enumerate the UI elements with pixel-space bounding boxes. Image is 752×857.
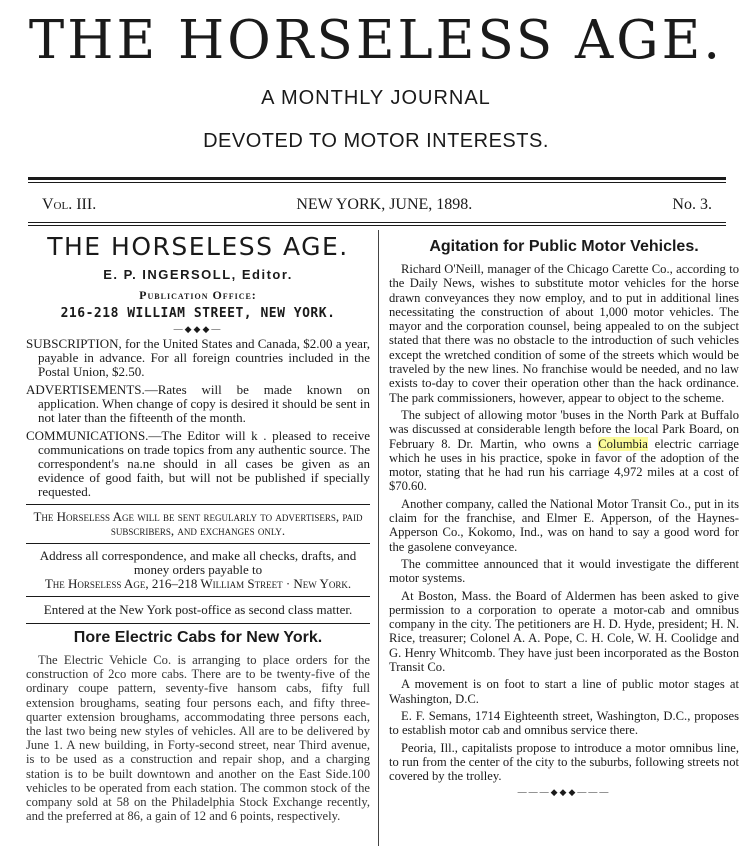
masthead-tagline: DEVOTED TO MOTOR INTERESTS. [203, 130, 549, 152]
right-column [389, 232, 739, 798]
article-paragraph: The committee announced that it would investigate the different motor systems. [389, 556, 739, 586]
article-paragraph: At Boston, Mass. the Board of Aldermen has been asked to give permission to a corporation to operate a motor-cab and omnibus company in the city. The petitioners are H. D. Hyde, president; H. N. Rice, treasurer; Colonel A. A. Pope, C. H. Cole, W. H. Coolidge and G. Henry Whitcomb. They have just been incorporated as the Boston Transit Co. [389, 588, 739, 675]
masthead-rule-thin [28, 182, 726, 183]
paragraph-text: The subject of allowing motor 'buses in the North Park at Buffalo was discussed at considerable length before the local Park Board, on February 8. Dr. Martin, who owns a [389, 407, 739, 451]
article-title: Πore Electric Cabs for New York. [73, 629, 323, 646]
left-column [26, 232, 370, 823]
publication-office-label: Publication Office: [139, 288, 257, 302]
masthead-subtitle: A MONTHLY JOURNAL [261, 87, 491, 109]
article-paragraph: E. F. Semans, 1714 Eighteenth street, Washington, D.C., proposes to establish motor cab and omnibus service there. [389, 708, 739, 738]
article-title: Agitation for Public Motor Vehicles. [429, 238, 699, 255]
issue-rule [28, 222, 726, 223]
paragraph-text: electric carriage which he uses in his practice, spoke in favor of the adoption of the motor, stating that he had run his carriage 4,972 miles at a cost of $70.60. [389, 436, 740, 494]
column-divider [378, 230, 379, 846]
ornament-divider: —◆◆◆— [173, 324, 223, 334]
editor-line: E. P. INGERSOLL, Editor. [103, 267, 293, 282]
entered-notice: Entered at the New York post-office as second class matter. [43, 602, 353, 617]
article-paragraph: Peoria, Ill., capitalists propose to introduce a motor omnibus line, to run from the center of the city to the suburbs, following streets not covered by the trolley. [389, 740, 739, 784]
article-paragraph: A movement is on foot to start a line of public motor stages at Washington, D.C. [389, 677, 739, 706]
issue-line [42, 196, 712, 214]
address-note: Address all correspondence, and make all checks, drafts, and money orders payable to [39, 548, 357, 577]
issue-place-date: NEW YORK, JUNE, 1898. [296, 196, 473, 213]
office-address: 216-218 WILLIAM STREET, NEW YORK. [60, 306, 336, 321]
issue-number: No. 3. [672, 196, 712, 213]
article-paragraph: Another company, called the National Motor Transit Co., put in its claim for the franchise, and Elmer E. Apperson, of the Haynes-Apperson Co., Kokomo, Ind., was on hand to say a good word for the gasolene conveyance. [389, 496, 739, 554]
section-rule [26, 504, 370, 505]
volume-label: Vol. III. [42, 196, 97, 213]
section-rule [26, 623, 370, 624]
article-body: The Electric Vehicle Co. is arranging to place orders for the construction of 2co more cabs. There are to be twenty-five of the ordinary coupe pattern, seventy-five hansom cabs, fifty full extension broughams, seating four persons each, and fifty three-quarter extension broughams, accommodating three persons each, the last two being new styles of vehicles. All are to be delivered by June 1. A new building, in Forty-second street, near Third avenue, is to be used as a construction and repair shop, and a charging station is to be built downtown and another on the East Side.100 vehicles to be operated from each station. The common stock of the company sold at 58 on the Philadelphia Stock Exchange recently, and the preferred at 86, a gain of 12 and 6 points, respectively. [26, 653, 370, 824]
issue-rule-2 [28, 225, 726, 226]
distribution-notice: The Horseless Age will be sent regularly to advertisers, paid subscribers, and exchanges only. [33, 509, 363, 538]
article-paragraph: Richard O'Neill, manager of the Chicago Carette Co., according to the Daily News, wishes to substitute motor vehicles for the horse drawn conveyances they now employ, and to put in additional lines necessitating the construction of about 1,000 motor vehicles. The mayor and the corporation counsel, being appealed to on the subject stated that there was no obstacle to the introduction of such vehicles except the wretched condition of some of the streets which would be traveled by the new lines. No franchise would be needed, and no law exists to-day to cover their operation other than the hack ordinance. The park commissioners, however, appear to object to the scheme. [389, 262, 739, 405]
subscription-text: SUBSCRIPTION, for the United States and Canada, $2.00 a year, payable in advance. For all foreign countries included in the Postal Union, $2.50. [26, 336, 370, 379]
communications-text: COMMUNICATIONS.—The Editor will k . pleased to receive communications on trade topics from any authentic source. The correspondent's na.ne should in all cases be given as an evidence of good faith, but will not be published if specially requested. [26, 428, 370, 499]
section-rule [26, 596, 370, 597]
publication-title: THE HORSELESS AGE. [47, 232, 349, 261]
masthead [0, 0, 752, 153]
highlighted-word: Columbia [598, 436, 648, 451]
masthead-rule [28, 177, 726, 180]
article-paragraph [389, 408, 739, 494]
end-ornament: ———◆◆◆——— [517, 787, 611, 798]
section-rule [26, 543, 370, 544]
advertisements-text: ADVERTISEMENTS.—Rates will be made known on application. When change of copy is desired it should be sent in not later than the fifteenth of the month. [26, 382, 370, 425]
masthead-title: THE HORSELESS AGE. [28, 10, 724, 71]
address-note-publisher: The Horseless Age, 216–218 William Street · New York. [44, 576, 352, 591]
